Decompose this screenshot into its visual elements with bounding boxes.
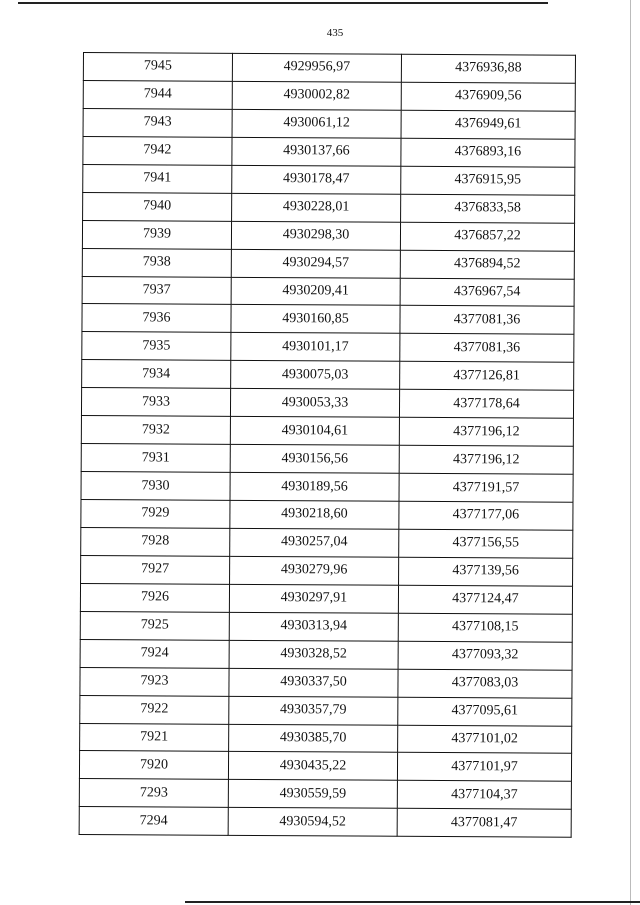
y-coordinate-cell: 4377178,64 [399, 390, 573, 419]
x-coordinate-cell: 4930189,56 [230, 472, 399, 501]
x-coordinate-cell: 4930178,47 [232, 165, 401, 194]
scan-edge-top [18, 2, 548, 4]
point-number-cell: 7940 [83, 192, 232, 221]
x-coordinate-cell: 4930294,57 [231, 249, 400, 278]
x-coordinate-cell: 4930594,52 [228, 808, 397, 837]
table-row [83, 53, 575, 84]
point-number-cell: 7922 [80, 695, 229, 724]
point-number-cell: 7920 [79, 751, 228, 780]
point-number-cell: 7928 [81, 527, 230, 556]
y-coordinate-cell: 4377101,97 [397, 753, 571, 782]
x-coordinate-cell: 4930061,12 [232, 109, 401, 138]
page-number: 435 [326, 27, 344, 39]
y-coordinate-cell: 4377093,32 [398, 641, 572, 670]
table-row [79, 751, 571, 782]
table-row [80, 667, 572, 698]
y-coordinate-cell: 4377139,56 [399, 557, 573, 586]
y-coordinate-cell: 4376893,16 [401, 138, 575, 167]
table-row [81, 472, 573, 503]
table-row [80, 639, 572, 670]
point-number-cell: 7924 [80, 639, 229, 668]
point-number-cell: 7942 [83, 136, 232, 165]
x-coordinate-cell: 4930228,01 [232, 193, 401, 222]
table-row [82, 276, 574, 307]
x-coordinate-cell: 4930279,96 [230, 556, 399, 585]
x-coordinate-cell: 4930075,03 [231, 361, 400, 390]
point-number-cell: 7929 [81, 499, 230, 528]
x-coordinate-cell: 4930002,82 [232, 81, 401, 110]
y-coordinate-cell: 4376894,52 [400, 250, 574, 279]
y-coordinate-cell: 4377126,81 [400, 362, 574, 391]
y-coordinate-cell: 4377124,47 [398, 585, 572, 614]
table-row [81, 388, 573, 419]
table-row [82, 304, 574, 335]
table-row [81, 555, 573, 586]
y-coordinate-cell: 4376915,95 [401, 166, 575, 195]
y-coordinate-cell: 4377081,36 [400, 334, 574, 363]
x-coordinate-cell: 4930209,41 [231, 277, 400, 306]
y-coordinate-cell: 4377101,02 [398, 725, 572, 754]
table-row [82, 248, 574, 279]
table-row [81, 416, 573, 447]
x-coordinate-cell: 4930297,91 [229, 584, 398, 613]
x-coordinate-cell: 4930435,22 [228, 752, 397, 781]
table-row [80, 723, 572, 754]
table-row [80, 583, 572, 614]
coordinates-table [79, 52, 576, 838]
point-number-cell: 7927 [81, 555, 230, 584]
point-number-cell: 7944 [83, 80, 232, 109]
coordinates-table-body [79, 53, 575, 838]
x-coordinate-cell: 4930160,85 [231, 305, 400, 334]
y-coordinate-cell: 4376909,56 [401, 82, 575, 111]
table-row [83, 192, 575, 223]
point-number-cell: 7293 [79, 779, 228, 808]
point-number-cell: 7939 [82, 220, 231, 249]
point-number-cell: 7931 [81, 444, 230, 473]
table-row [80, 695, 572, 726]
point-number-cell: 7923 [80, 667, 229, 696]
x-coordinate-cell: 4930385,70 [229, 724, 398, 753]
x-coordinate-cell: 4930328,52 [229, 640, 398, 669]
y-coordinate-cell: 4377191,57 [399, 473, 573, 502]
scan-edge-bottom [185, 901, 640, 903]
y-coordinate-cell: 4377081,36 [400, 306, 574, 335]
x-coordinate-cell: 4930101,17 [231, 333, 400, 362]
point-number-cell: 7925 [80, 611, 229, 640]
x-coordinate-cell: 4930298,30 [231, 221, 400, 250]
table-row [83, 164, 575, 195]
y-coordinate-cell: 4377108,15 [398, 613, 572, 642]
point-number-cell: 7938 [82, 248, 231, 277]
x-coordinate-cell: 4930104,61 [230, 417, 399, 446]
y-coordinate-cell: 4377083,03 [398, 669, 572, 698]
point-number-cell: 7933 [81, 388, 230, 417]
table-row [82, 360, 574, 391]
table-row [82, 332, 574, 363]
point-number-cell: 7926 [80, 583, 229, 612]
table-row [83, 136, 575, 167]
y-coordinate-cell: 4377081,47 [397, 809, 571, 838]
x-coordinate-cell: 4930337,50 [229, 668, 398, 697]
table-row [79, 779, 571, 810]
y-coordinate-cell: 4377156,55 [399, 529, 573, 558]
x-coordinate-cell: 4930357,79 [229, 696, 398, 725]
y-coordinate-cell: 4377095,61 [398, 697, 572, 726]
y-coordinate-cell: 4376833,58 [401, 194, 575, 223]
point-number-cell: 7932 [81, 416, 230, 445]
y-coordinate-cell: 4376857,22 [400, 222, 574, 251]
y-coordinate-cell: 4376949,61 [401, 110, 575, 139]
table-row [81, 444, 573, 475]
table-row [83, 80, 575, 111]
point-number-cell: 7934 [82, 360, 231, 389]
point-number-cell: 7294 [79, 807, 228, 836]
y-coordinate-cell: 4377196,12 [399, 417, 573, 446]
point-number-cell: 7930 [81, 472, 230, 501]
table-row [81, 499, 573, 530]
point-number-cell: 7937 [82, 276, 231, 305]
point-number-cell: 7941 [83, 164, 232, 193]
table-row [82, 220, 574, 251]
point-number-cell: 7945 [83, 53, 232, 82]
table-row [80, 611, 572, 642]
x-coordinate-cell: 4930559,59 [228, 780, 397, 809]
y-coordinate-cell: 4376936,88 [401, 54, 575, 83]
x-coordinate-cell: 4930218,60 [230, 500, 399, 529]
x-coordinate-cell: 4929956,97 [232, 53, 401, 82]
table-row [81, 527, 573, 558]
point-number-cell: 7936 [82, 304, 231, 333]
scan-edge-right [630, 0, 631, 905]
x-coordinate-cell: 4930156,56 [230, 444, 399, 473]
y-coordinate-cell: 4376967,54 [400, 278, 574, 307]
y-coordinate-cell: 4377104,37 [397, 781, 571, 810]
x-coordinate-cell: 4930053,33 [230, 389, 399, 418]
x-coordinate-cell: 4930137,66 [232, 137, 401, 166]
y-coordinate-cell: 4377196,12 [399, 445, 573, 474]
point-number-cell: 7921 [80, 723, 229, 752]
table-row [83, 108, 575, 139]
x-coordinate-cell: 4930257,04 [230, 528, 399, 557]
x-coordinate-cell: 4930313,94 [229, 612, 398, 641]
table-row [79, 807, 571, 838]
point-number-cell: 7935 [82, 332, 231, 361]
point-number-cell: 7943 [83, 108, 232, 137]
y-coordinate-cell: 4377177,06 [399, 501, 573, 530]
